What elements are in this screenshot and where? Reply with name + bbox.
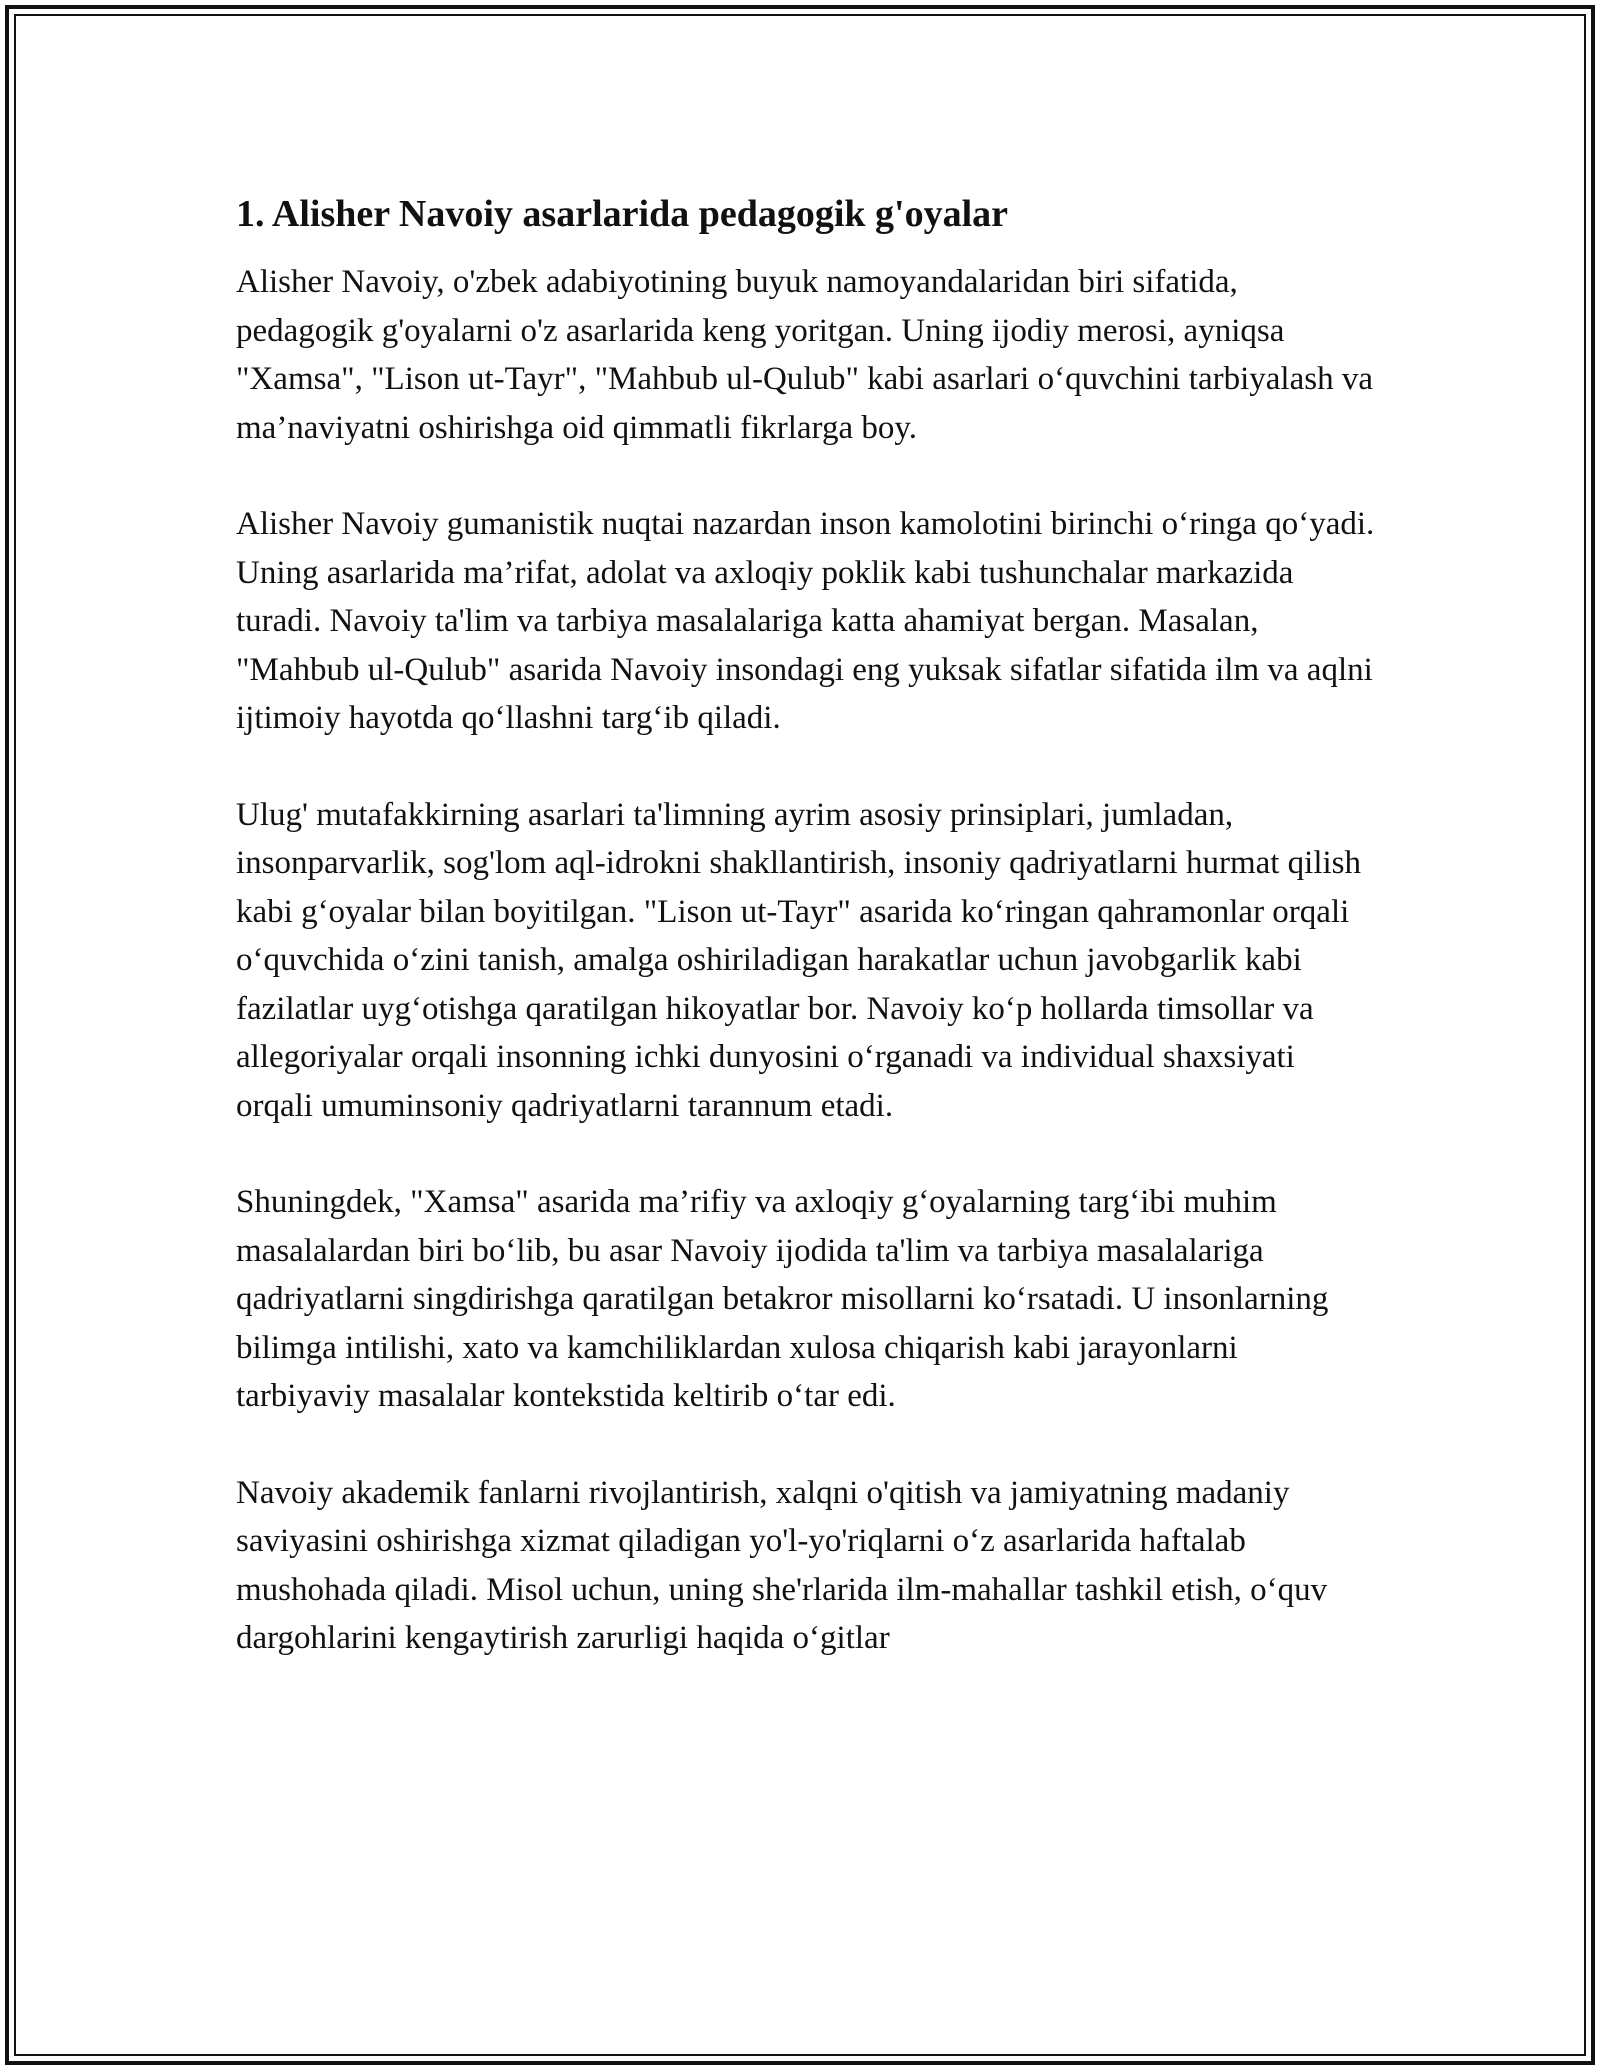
paragraph-5: Navoiy akademik fanlarni rivojlantirish, xalqni o'qitish va jamiyatning madaniy saviyasini oshirishga xizmat qiladigan yo'l-yo'riqlarni o‘z asarlarida haftalab mushohada qiladi. Misol uchun, uning she'rlarida ilm-mahallar tashkil etish, o‘quv dargohlarini kengaytirish zarurligi haqida o‘gitlar: [236, 1474, 1328, 1656]
paragraph-4: Shuningdek, "Xamsa" asarida ma’rifiy va axloqiy g‘oyalarning targ‘ibi muhim masalalardan biri bo‘lib, bu asar Navoiy ijodida ta'lim va tarbiya masalalariga qadriyatlarni singdirishga qaratilgan betakror misollarni ko‘rsatadi. U insonlarning bilimga intilishi, xato va kamchiliklardan xulosa chiqarish kabi jarayonlarni tarbiyaviy masalalar kontekstida keltirib o‘tar edi.: [236, 1184, 1329, 1414]
paragraph-1: Alisher Navoiy, o'zbek adabiyotining buyuk namoyandalaridan biri sifatida, pedagogik g'oyalarni o'z asarlarida keng yoritgan. Uning ijodiy merosi, ayniqsa "Xamsa", "Lison ut-Tayr", "Mahbub ul-Qulub" kabi asarlari o‘quvchini tarbiyalash va ma’naviyatni oshirishga oid qimmatli fikrlarga boy.: [236, 264, 1373, 446]
document-body: [236, 190, 1376, 1663]
paragraph-3: Ulug' mutafakkirning asarlari ta'limning ayrim asosiy prinsiplari, jumladan, insonparvarlik, sog'lom aql-idrokni shakllantirish, insoniy qadriyatlarni hurmat qilish kabi g‘oyalar bilan boyitilgan. "Lison ut-Tayr" asarida ko‘ringan qahramonlar orqali o‘quvchida o‘zini tanish, amalga oshiriladigan harakatlar uchun javobgarlik kabi fazilatlar uyg‘otishga qaratilgan hikoyatlar bor. Navoiy ko‘p hollarda timsollar va allegoriyalar orqali insonning ichki dunyosini o‘rganadi va individual shaxsiyati orqali umuminsoniy qadriyatlarni tarannum etadi.: [236, 796, 1362, 1124]
section-heading: 1. Alisher Navoiy asarlarida pedagogik g'oyalar: [236, 193, 1009, 235]
paragraph-2: Alisher Navoiy gumanistik nuqtai nazardan inson kamolotini birinchi o‘ringa qo‘yadi. Uning asarlarida ma’rifat, adolat va axloqiy poklik kabi tushunchalar markazida turadi. Navoiy ta'lim va tarbiya masalalariga katta ahamiyat bergan. Masalan, "Mahbub ul-Qulub" asarida Navoiy insondagi eng yuksak sifatlar sifatida ilm va aqlni ijtimoiy hayotda qo‘llashni targ‘ib qiladi.: [236, 506, 1375, 736]
